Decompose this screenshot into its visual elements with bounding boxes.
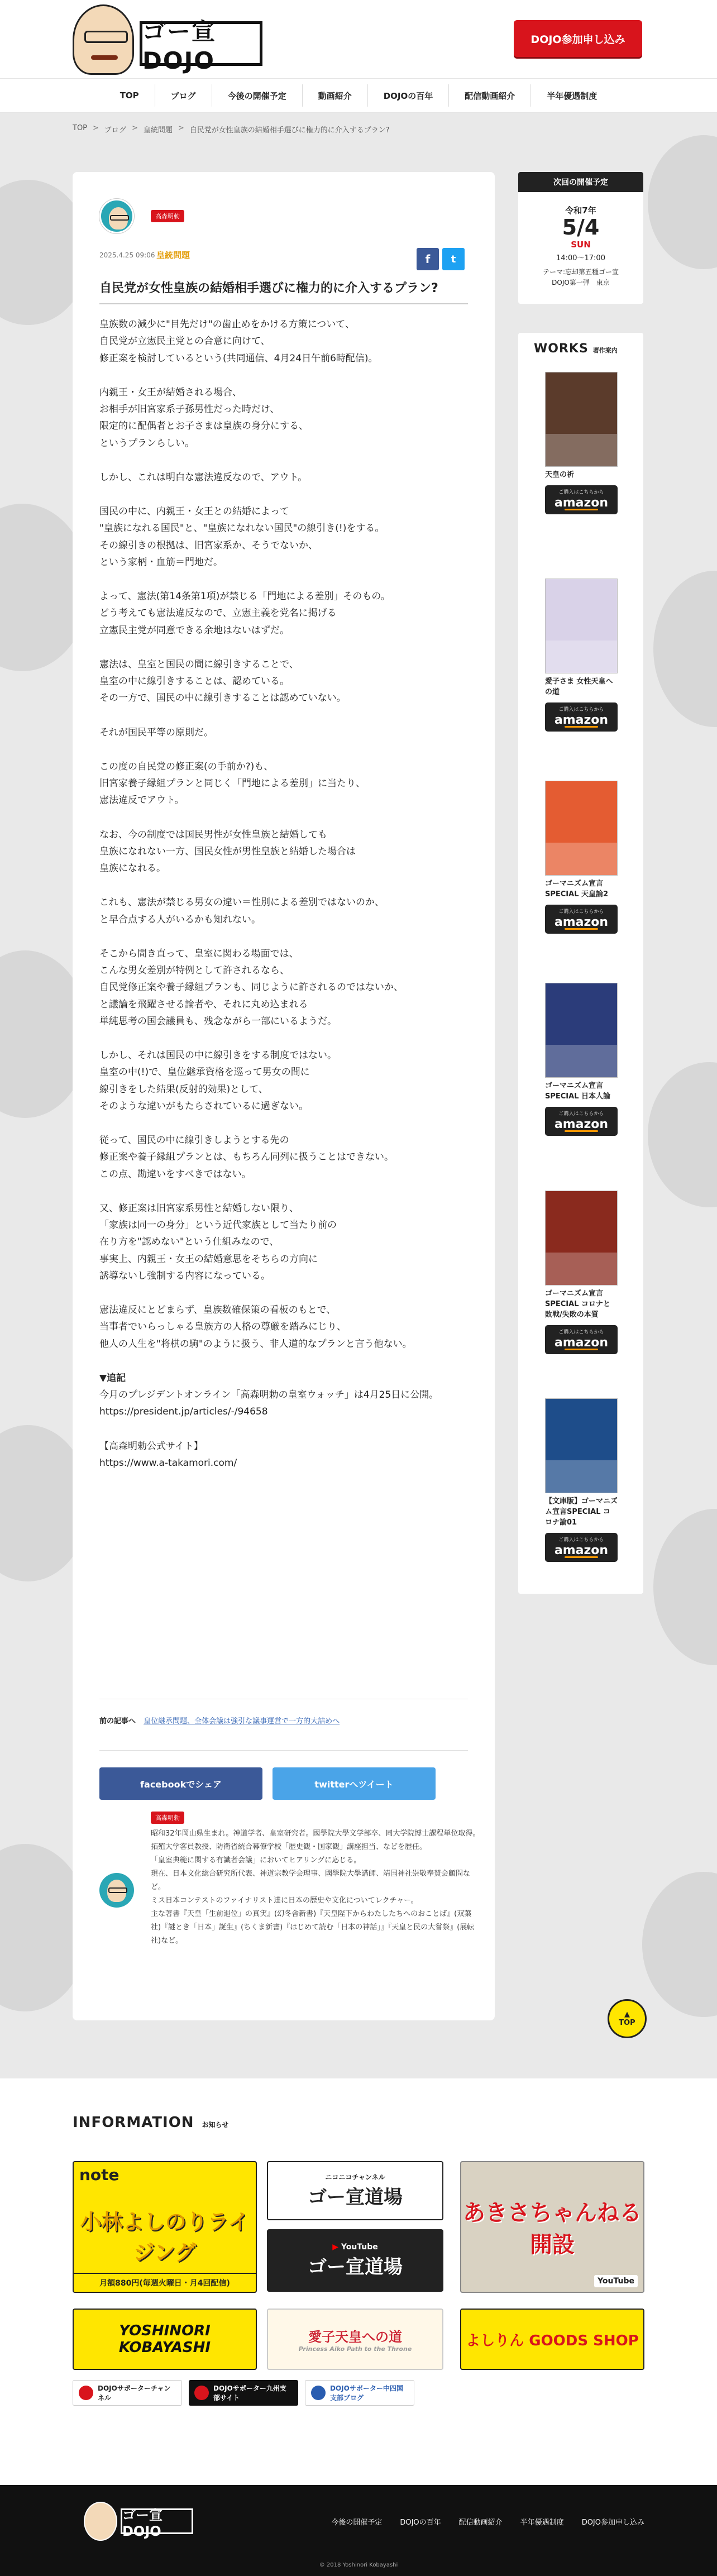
information-heading: INFORMATION xyxy=(73,2114,194,2131)
amazon-buy-button[interactable] xyxy=(545,1107,618,1136)
amazon-buy-button[interactable] xyxy=(545,485,618,514)
akisa-youtube-label: YouTube xyxy=(594,2275,638,2287)
prev-article-label: 前の記事へ xyxy=(99,1717,136,1726)
footer-logo[interactable] xyxy=(84,2502,195,2541)
supporter-kyushu-label: DOJOサポーター九州支部サイト xyxy=(213,2384,286,2402)
nav-item-blog[interactable]: ブログ xyxy=(155,84,212,107)
footer-nav-stream-videos[interactable]: 配信動画紹介 xyxy=(458,2518,503,2527)
amazon-buy-caption: ご購入はこちらから xyxy=(558,909,604,915)
amazon-buy-button[interactable] xyxy=(545,702,618,732)
amazon-buy-caption: ご購入はこちらから xyxy=(558,1329,604,1335)
supporter-chushikoku-label: DOJOサポーター中四国支部ブログ xyxy=(330,2384,403,2402)
article-card xyxy=(73,172,495,2020)
post-title: 自民党が女性皇族の結婚相手選びに権力的に介入するプラン? xyxy=(99,279,468,304)
post-paragraph: よって、憲法(第14条第1項)が禁じる「門地による差別」そのもの。 どう考えても憲法違反なので、立憲主義を党名に掲げる 立憲民主党が同意できる余地はないはずだ。 xyxy=(99,591,390,636)
youtube-channel-title: ゴー宣道場 xyxy=(308,2255,403,2278)
post-paragraph: しかし、それは国民の中に線引きをする制度ではない。 皇室の中(!)で、皇位継承資格を巡って男女の間に 線引きをした結果(反射的効果)として、 そのような違いがもたらされているに過ぎない。 xyxy=(99,1050,337,1112)
amazon-buy-caption: ご購入はこちらから xyxy=(558,1111,604,1117)
goods-shop-banner[interactable]: よしりん GOODS SHOP xyxy=(460,2309,644,2370)
post-paragraph: これも、憲法が禁じる男女の違い＝性別による差別ではないのか、 と早合点する人がいるかも知れない。 xyxy=(99,897,384,925)
breadcrumb xyxy=(73,124,390,135)
book-title[interactable]: ゴーマニズム宣言 SPECIAL 天皇論2 xyxy=(545,880,609,899)
youtube-channel-banner[interactable] xyxy=(267,2229,443,2292)
note-heading: ▼追記 xyxy=(99,1372,126,1384)
prev-article-link[interactable]: 皇位継承問題、全体会議は強引な議事運営で一方的大詰めへ xyxy=(144,1717,340,1726)
amazon-logo-icon: amazon xyxy=(545,915,618,930)
niconico-channel-banner[interactable] xyxy=(267,2161,443,2220)
post-paragraph: しかし、これは明白な憲法違反なので、アウト。 xyxy=(99,471,308,483)
note-rising-price: 月額880円(毎週火曜日・月4回配信) xyxy=(74,2273,256,2292)
footer-nav-dojo-history[interactable]: DOJOの百年 xyxy=(400,2518,441,2527)
post-paragraph: この度の自民党の修正案(の手前か?)も、 旧宮家養子縁組プランと同じく「門地による差別」に当たり、 憲法違反でアウト。 xyxy=(99,761,365,806)
book-cover-band xyxy=(546,1045,617,1078)
book-title[interactable]: 【文庫版】ゴーマニズム宣言SPECIAL コロナ論01 xyxy=(545,1497,618,1527)
footer-caricature-icon xyxy=(84,2502,117,2541)
youtube-channel-label: ▶ YouTube xyxy=(332,2243,378,2252)
amazon-buy-button[interactable] xyxy=(545,905,618,934)
footer-nav-join[interactable]: DOJO参加申し込み xyxy=(581,2518,644,2527)
book-cover-band xyxy=(546,434,617,467)
amazon-logo-icon: amazon xyxy=(545,713,618,728)
back-to-top-label: TOP xyxy=(619,2019,635,2027)
works-widget xyxy=(518,333,643,1594)
breadcrumb-separator: > xyxy=(178,124,184,132)
book-cover-image[interactable] xyxy=(545,372,618,467)
amazon-buy-button[interactable] xyxy=(545,1533,618,1562)
yoshinori-kobayashi-banner[interactable]: YOSHINORI KOBAYASHI xyxy=(73,2309,257,2370)
book-title[interactable]: ゴーマニズム宣言 SPECIAL コロナと敗戦/失敗の本質 xyxy=(545,1289,611,1319)
information-header xyxy=(73,2114,228,2131)
note-rising-banner[interactable] xyxy=(73,2161,257,2293)
next-event-theme: テーマ:忘却第五種ゴー宣 DOJO第一弾 東京 xyxy=(542,267,619,286)
next-event-heading: 次回の開催予定 xyxy=(518,172,643,192)
post-paragraph: 憲法違反にとどまらず、皇族数確保策の看板のもとで、 当事者でいらっしゃる皇族方の人格の尊厳を踏みにじり、 他人の人生を"将棋の駒"のように扱う、非人道的なプランと言う他ない。 xyxy=(99,1304,412,1350)
dojo-join-button[interactable]: DOJO参加申し込み xyxy=(514,20,642,57)
footer-wordmark: ゴー宣DOJO xyxy=(121,2508,193,2534)
book-title[interactable]: ゴーマニズム宣言 SPECIAL 日本人論 xyxy=(545,1082,611,1101)
footer-nav-schedule[interactable]: 今後の開催予定 xyxy=(331,2518,383,2527)
amazon-logo-icon: amazon xyxy=(545,1335,618,1351)
supporter-channel-label: DOJOサポーターチャンネル xyxy=(98,2384,171,2402)
logo-wordmark: ゴー宣DOJO xyxy=(140,21,262,66)
author-badge[interactable]: 高森明勅 xyxy=(151,210,184,222)
work-item[interactable] xyxy=(545,372,618,514)
work-item[interactable] xyxy=(545,1191,618,1354)
post-body xyxy=(99,316,479,1489)
facebook-share-button[interactable]: facebookでシェア xyxy=(99,1767,262,1800)
work-item[interactable] xyxy=(545,781,618,934)
post-paragraph: 従って、国民の中に線引きしようとする先の 修正案や養子縁組プランとは、もちろん同列に扱うことはできない。 この点、勘違いをすべきではない。 xyxy=(99,1135,394,1180)
site-footer xyxy=(0,2485,717,2576)
breadcrumb-category[interactable]: 皇統問題 xyxy=(143,126,173,135)
breadcrumb-separator: > xyxy=(131,124,138,132)
main-nav xyxy=(0,78,717,113)
next-event-weekday: SUN xyxy=(571,239,591,250)
nav-item-preferential[interactable]: 半年優遇制度 xyxy=(530,84,613,107)
work-item[interactable] xyxy=(545,1398,618,1562)
information-subheading: お知らせ xyxy=(202,2121,229,2129)
breadcrumb-current: 自民党が女性皇族の結婚相手選びに権力的に介入するプラン? xyxy=(189,126,390,135)
post-paragraph: そこから間き直って、皇室に関わる場面では、 こんな男女差別が特例として許されるなら、 自民党修正案や養子縁組プランも、同じように許されるのではないか、 と議論を飛躍させる論者や、それに丸め込まれる 単純思考の国会議員も、残念ながら一部にいるようだ。 xyxy=(99,948,403,1027)
site-heading: 【高森明勅公式サイト】 xyxy=(99,1440,203,1452)
akisa-channel-banner[interactable] xyxy=(460,2161,644,2293)
supporter-kyushu-icon xyxy=(194,2386,209,2400)
post-paragraph: なお、今の制度では国民男性が女性皇族と結婚しても 皇族になれない一方、国民女性が男性皇族と結婚した場合は 皇族になれる。 xyxy=(99,829,356,874)
works-heading: WORKS xyxy=(534,342,589,356)
next-event-era: 令和7年 xyxy=(565,205,596,216)
book-cover-image[interactable] xyxy=(545,1191,618,1285)
book-title[interactable]: 愛子さま 女性天皇への道 xyxy=(545,677,613,696)
supporter-chushikoku-banner[interactable] xyxy=(305,2380,414,2406)
book-cover-image[interactable] xyxy=(545,781,618,876)
logo-caricature-icon xyxy=(73,4,134,75)
twitter-share-button[interactable]: twitterへツイート xyxy=(273,1767,436,1800)
author-avatar xyxy=(99,199,134,233)
post-paragraph: それが国民平等の原則だ。 xyxy=(99,727,213,738)
works-header xyxy=(518,333,643,361)
post-category[interactable]: 皇統問題 xyxy=(156,250,190,260)
work-item[interactable] xyxy=(545,983,618,1136)
supporter-kyushu-banner[interactable] xyxy=(189,2380,298,2406)
post-paragraph: 憲法は、皇室と国民の間に線引きすることで、 皇室の中に線引きすることは、認めている。 その一方で、国民の中に線引きすることは認めていない。 xyxy=(99,658,346,704)
amazon-logo-icon: amazon xyxy=(545,495,618,511)
breadcrumb-separator: > xyxy=(93,124,99,132)
book-cover-band xyxy=(546,843,617,876)
nav-item-stream-videos[interactable]: 配信動画紹介 xyxy=(448,84,530,107)
post-paragraph: 内親王・女王が結婚される場合、 お相手が旧宮家系子孫男性だった時だけ、 限定的に配偶者とお子さまは皇族の身分にする、 というプランらしい。 xyxy=(99,386,308,449)
twitter-share-icon[interactable]: t xyxy=(442,248,465,270)
note-rising-title: 小林よしのりライジング xyxy=(80,2210,250,2265)
post-paragraph: 皇族数の減少に"目先だけ"の歯止めをかける方策について、 自民党が立憲民主党との合意に向けて、 修正案を検討しているという(共同通信、4月24日午前6時配信)。 xyxy=(99,319,378,364)
prev-article xyxy=(99,1699,468,1726)
book-cover-image[interactable] xyxy=(545,1398,618,1493)
facebook-share-icon[interactable]: f xyxy=(417,248,439,270)
amazon-buy-caption: ご購入はこちらから xyxy=(558,1537,604,1543)
amazon-logo-icon: amazon xyxy=(545,1117,618,1132)
aiko-path-banner[interactable] xyxy=(267,2309,443,2370)
supporter-chushikoku-icon xyxy=(311,2386,326,2400)
amazon-buy-caption: ご購入はこちらから xyxy=(558,489,604,495)
nav-item-top[interactable]: TOP xyxy=(120,90,139,101)
site-logo[interactable] xyxy=(73,4,262,75)
niconico-channel-label: ニコニコチャンネル xyxy=(325,2173,385,2181)
supporter-channel-icon xyxy=(79,2386,93,2400)
back-to-top-arrow-icon: ▲ xyxy=(624,2010,630,2019)
supporter-channel-banner[interactable] xyxy=(73,2380,182,2406)
copyright: © 2018 Yoshinori Kobayashi xyxy=(319,2562,398,2568)
author-box-badge[interactable]: 高森明勅 xyxy=(151,1812,184,1824)
note-text[interactable]: 今月のプレジデントオンライン「高森明勅の皇室ウォッチ」は4月25日に公開。 https://president.jp/articles/-/94658 xyxy=(99,1389,439,1418)
book-cover-image[interactable] xyxy=(545,983,618,1078)
footer-nav xyxy=(331,2516,644,2527)
amazon-buy-caption: ご購入はこちらから xyxy=(558,706,604,713)
nav-item-videos[interactable]: 動画紹介 xyxy=(302,84,367,107)
akisa-channel-title: あきさちゃんねる開設 xyxy=(463,2200,642,2258)
breadcrumb-top[interactable]: TOP xyxy=(73,124,88,132)
post-paragraph: 又、修正案は旧宮家系男性と結婚しない限り、 「家族は同一の身分」という近代家族として当たり前の 在り方を"認めない"という仕組みなので、 事実上、内親王・女王の結婚意思をそちらの方向に 誘導ないし強制する内容になっている。 xyxy=(99,1202,337,1282)
footer-nav-preferential[interactable]: 半年優遇制度 xyxy=(520,2518,564,2527)
aiko-path-title: 愛子天皇への道 xyxy=(308,2329,402,2345)
author-box-avatar xyxy=(99,1873,134,1908)
niconico-channel-title: ゴー宣道場 xyxy=(308,2186,403,2209)
post-paragraph: 国民の中に、内親王・女王との結婚によって "皇族になれる国民"と、"皇族になれない国民"の線引き(!)をする。 その線引きの根拠は、旧宮家系か、そうでないか、 という家柄・血筋＝門地だ。 xyxy=(99,506,385,568)
post-date: 2025.4.25 09:06 xyxy=(99,251,155,259)
nav-item-schedule[interactable]: 今後の開催予定 xyxy=(212,84,302,107)
book-cover-band xyxy=(546,1253,617,1285)
amazon-logo-icon: amazon xyxy=(545,1543,618,1559)
site-header xyxy=(0,0,717,78)
breadcrumb-blog[interactable]: ブログ xyxy=(104,126,126,135)
book-cover-band xyxy=(546,1460,617,1493)
amazon-buy-button[interactable] xyxy=(545,1325,618,1354)
book-title[interactable]: 天皇の祈 xyxy=(545,471,575,479)
aiko-path-subtitle: Princess Aiko Path to the Throne xyxy=(298,2345,412,2353)
author-bio: 昭和32年岡山県生まれ。神道学者、皇室研究者。國學院大學文学部卒、同大学院博士課程単位取得。拓殖大学客員教授、防衛省統合幕僚学校「歴史観・国家観」講座担当、などを歴任。 「皇室典範に関する有識者会議」においてヒアリングに応じる。 現在、日本文化総合研究所代表、神道宗教学会理事、國學院大學講師、靖国神社崇敬奉賛会顧問など。 ミス日本コンテストのファイナリスト達に日本の歴史や文化についてレクチャー。 主な著書『天皇「生前退位」の真実』(幻冬舎新書)『天皇陛下からわたしたちへのおことば』(双葉社)『謎とき「日本」誕生』(ちくま新書)『はじめて読む「日本の神話」』『天皇と民の大嘗祭』(展転社)など。 xyxy=(151,1829,480,1946)
note-brand-logo: note xyxy=(79,2166,120,2184)
next-event-date: 5/4 xyxy=(562,215,600,240)
information-section xyxy=(0,2078,717,2485)
work-item[interactable] xyxy=(545,579,618,732)
book-cover-image[interactable] xyxy=(545,579,618,673)
book-cover-band xyxy=(546,641,617,673)
back-to-top-button[interactable] xyxy=(608,1999,647,2038)
next-event-widget[interactable] xyxy=(518,172,643,304)
next-event-time: 14:00〜17:00 xyxy=(556,254,605,262)
share-buttons xyxy=(99,1750,468,1800)
supporter-banners xyxy=(73,2380,414,2406)
site-url[interactable]: https://www.a-takamori.com/ xyxy=(99,1457,237,1469)
works-subheading: 著作案内 xyxy=(592,347,618,354)
nav-item-dojo-history[interactable]: DOJOの百年 xyxy=(367,84,449,107)
